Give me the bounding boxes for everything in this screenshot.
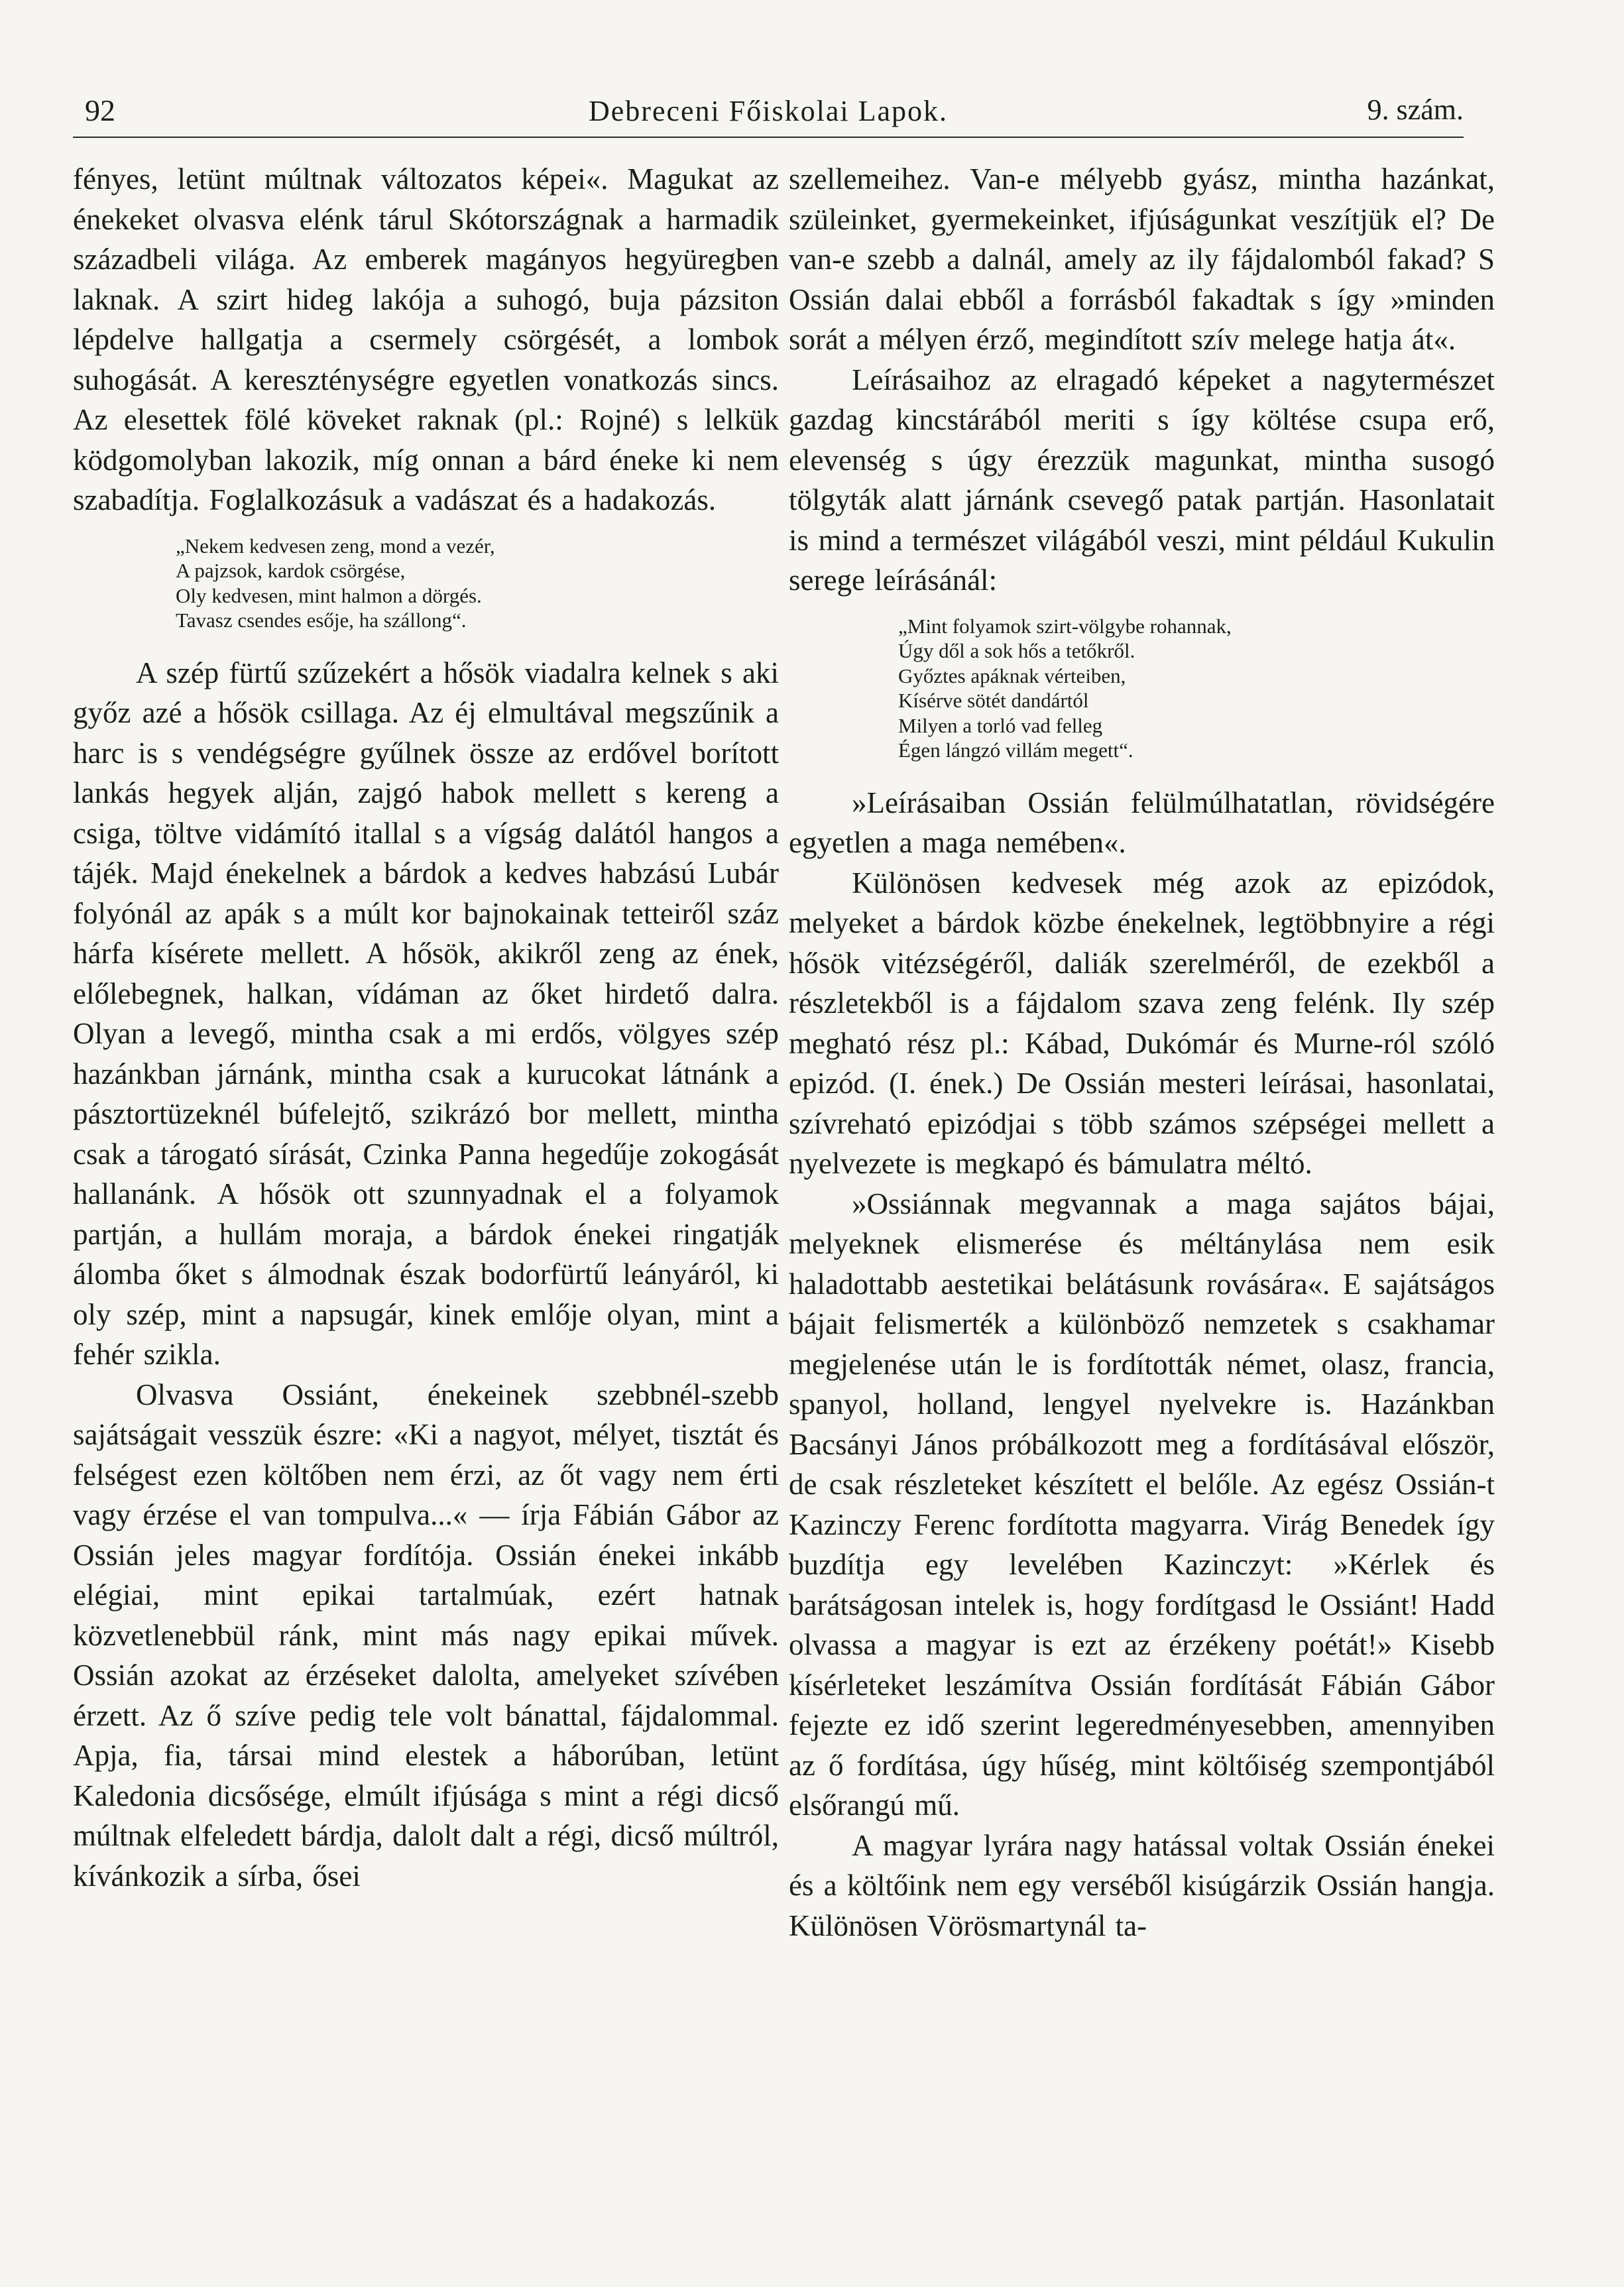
verse-quote <box>789 614 1495 763</box>
verse-line: Tavasz csendes esője, ha szállong“. <box>176 609 467 632</box>
verse-line: A pajzsok, kardok csörgése, <box>176 559 406 582</box>
paragraph: A magyar lyrára nagy hatással voltak Ossián énekei és a költőink nem egy verséből kisúgárzik Ossián hangja. Különösen Vörösmartynál ta- <box>789 1828 1495 1942</box>
paragraph: szellemeihez. Van-e mélyebb gyász, mintha hazánkat, szüleinket, gyermekeinket, ifjúságunkat veszítjük el? De van-e szebb a dalnál, amely az ily fájdalomból fakad? S Ossián dalai ebből a forrásból fakadtak s így »minden sorát a mélyen érző, megindított szív melege hatja át«. <box>789 162 1495 356</box>
left-column <box>73 159 779 1896</box>
paragraph: »Ossiánnak megvannak a maga sajátos bájai, melyeknek elismerése és méltánylása nem esik haladottabb aestetikai belátásunk rovására«. E sajátságos bájait felismerték a különböző nemzetek s csakhamar megjelenése után le is fordították német, olasz, francia, spanyol, holland, lengyel nyelvekre is. Hazánkban Bacsányi János próbálkozott meg a fordításával először, de csak részleteket készített el belőle. Az egész Ossián-t Kazinczy Ferenc fordította magyarra. Virág Benedek így buzdítja egy levelében Kazinczyt: »Kérlek és barátságosan intelek is, hogy fordítgasd le Ossiánt! Hadd olvassa a magyar is ezt az érzékeny poétát!» Kisebb kísérleteket leszámítva Ossián fordítását Fábián Gábor fejezte ez idő szerint legeredményesebben, amennyiben az ő fordítása, úgy hűség, mint költőiség szempontjából elsőrangú mű. <box>789 1187 1495 1822</box>
paragraph: Leírásaihoz az elragadó képeket a nagytermészet gazdag kincstárából meriti s így költése csupa erő, elevenség s úgy érezzük magunkat, mintha susogó tölgyták alatt járnánk csevegő patak partján. Hasonlatait is mind a természet világából veszi, mint például Kukulin serege leírásánál: <box>789 363 1495 597</box>
page-number: 92 <box>85 93 115 127</box>
paragraph: »Leírásaiban Ossián felülmúlhatatlan, rövidségére egyetlen a maga nemében«. <box>789 786 1495 859</box>
verse-line: Milyen a torló vad felleg <box>898 713 1103 737</box>
verse-line: Kísérve sötét dandártól <box>898 689 1089 712</box>
paragraph: Különösen kedvesek még azok az epizódok, melyeket a bárdok közbe énekelnek, legtöbbnyire a régi hősök vitézségéről, daliák szerelméről, de ezekből a részletekből is a fájdalom szava zeng felénk. Ily szép megható rész pl.: Kábad, Dukómár és Murne-ról szóló epizód. (I. ének.) De Ossián mesteri leírásai, hasonlatai, szívreható epizódjai s több számos szépségei mellett a nyelvezete is megkapó és bámulatra méltó. <box>789 866 1495 1180</box>
issue-number: 9. szám. <box>1367 93 1464 126</box>
journal-title: Debreceni Főiskolai Lapok. <box>589 95 948 127</box>
verse-line: „Nekem kedvesen zeng, mond a vezér, <box>176 534 495 557</box>
verse-line: Úgy dől a sok hős a tetőkről. <box>898 639 1135 662</box>
verse-line: Győztes apáknak vérteiben, <box>898 664 1126 687</box>
right-column <box>789 159 1495 1946</box>
verse-line: „Mint folyamok szirt-völgybe rohannak, <box>898 614 1232 638</box>
verse-line: Égen lángzó villám megett“. <box>898 738 1133 762</box>
paragraph: Olvasva Ossiánt, énekeinek szebbnél-szebb sajátságait vesszük észre: «Ki a nagyot, mélyet, tisztát és felségest ezen költőben nem érzi, az őt vagy nem érti vagy érzése el van tompulva...« — írja Fábián Gábor az Ossián jeles magyar fordítója. Ossián énekei inkább elégiai, mint epikai tartalmúak, ezért hatnak közvetlenebbül ránk, mint más nagy epikai művek. Ossián azokat az érzéseket dalolta, amelyeket szívében érzett. Az ő szíve pedig tele volt bánattal, fájdalommal. Apja, fia, társai mind elestek a háborúban, letünt Kaledonia dicsősége, elmúlt ifjúsága s mint a régi dicső múltnak elfeledett bárdja, dalolt dalt a régi, dicső múltról, kívánkozik a sírba, ősei <box>73 1378 779 1893</box>
verse-quote <box>73 534 779 633</box>
paragraph: A szép fürtű szűzekért a hősök viadalra kelnek s aki győz azé a hősök csillaga. Az éj elmultával megszűnik a harc is s vendégségre gyűlnek össze az erdővel borított lankás hegyek alján, zajgó habok mellett s kereng a csiga, töltve vidámító itallal s a vígság dalától hangos a tájék. Majd énekelnek a bárdok a kedves habzású Lubár folyónál az apák s a múlt kor bajnokainak tetteiről száz hárfa kísérete mellett. A hősök, akikről zeng az ének, előlebegnek, halkan, vídáman az őket hirdető dalra. Olyan a levegő, mintha csak a mi erdős, völgyes szép hazánkban járnánk, mintha csak a kurucokat látnánk a pásztortüzeknél búfelejtő, szikrázó bor mellett, mintha csak a tárogató sírását, Czinka Panna hegedűje zokogását hallanánk. A hősök ott szunnyadnak el a folyamok partján, a hullám moraja, a bárdok énekei ringatják álomba őket s álmodnak észak bodorfürtű leányáról, ki oly szép, mint a napsugár, kinek emlője olyan, mint a fehér szikla. <box>73 656 779 1371</box>
running-header <box>73 86 1464 133</box>
header-rule <box>73 137 1464 138</box>
paragraph: fényes, letünt múltnak változatos képei«. Magukat az énekeket olvasva elénk tárul Skótországnak a harmadik századbeli világa. Az emberek magányos hegyüregben laknak. A szirt hideg lakója a suhogó, buja pázsiton lépdelve hallgatja a csermely csörgését, a lombok suhogását. A kereszténységre egyetlen vonatkozás sincs. Az elesettek fölé köveket raknak (pl.: Rojné) s lelkük ködgomolyban lakozik, míg onnan a bárd éneke ki nem szabadítja. Foglalkozásuk a vadászat és a hadakozás. <box>73 162 779 516</box>
verse-line: Oly kedvesen, mint halmon a dörgés. <box>176 583 482 607</box>
